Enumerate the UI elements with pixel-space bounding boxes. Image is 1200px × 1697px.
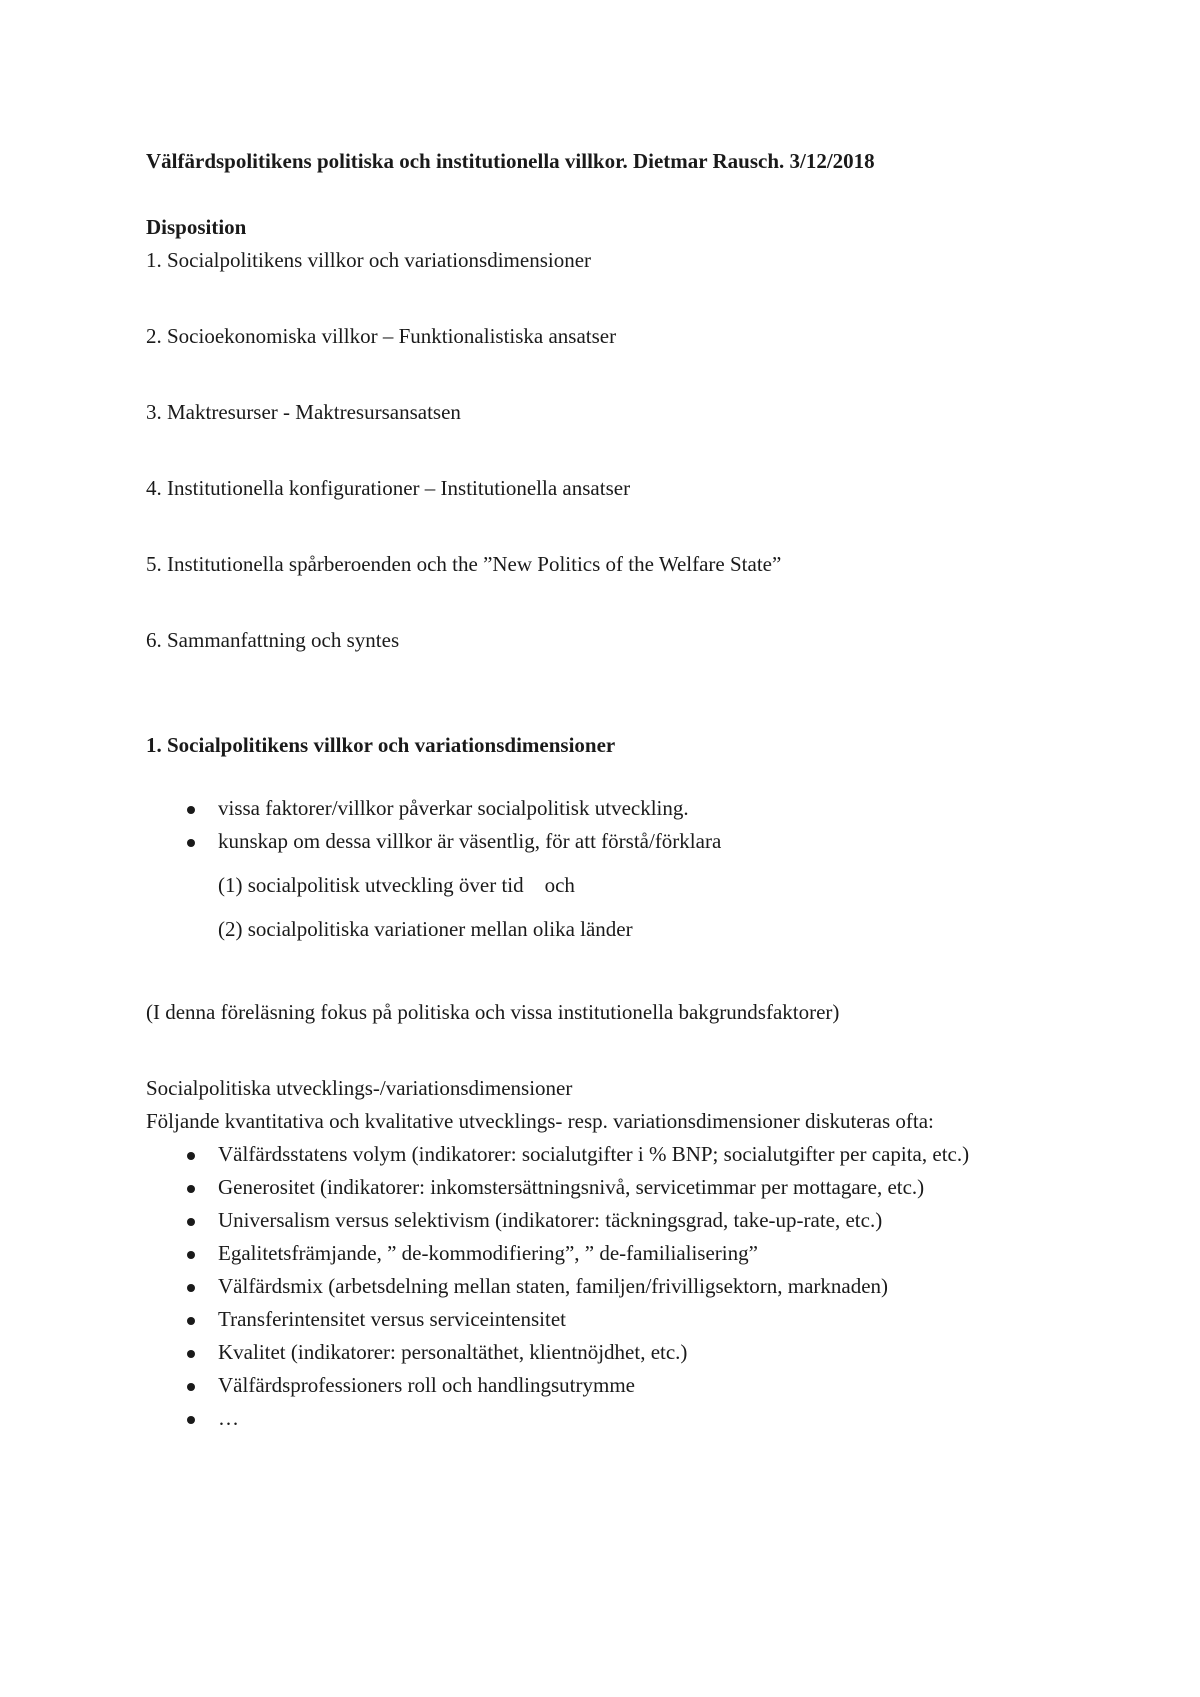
- disposition-item: 3. Maktresurser - Maktresursansatsen: [146, 400, 461, 424]
- list-item-text: Kvalitet (indikatorer: personaltäthet, klientnöjdhet, etc.): [218, 1340, 688, 1364]
- list-item-text: Egalitetsfrämjande, ” de-kommodifiering”, ” de-familialisering”: [218, 1241, 758, 1265]
- bullet-icon: [187, 1218, 195, 1226]
- disposition-item: 1. Socialpolitikens villkor och variationsdimensioner: [146, 248, 592, 272]
- document-title: Välfärdspolitikens politiska och institutionella villkor. Dietmar Rausch. 3/12/2018: [146, 149, 875, 173]
- document-page: [146, 145, 1086, 1435]
- bullet-icon: [187, 839, 195, 847]
- disposition-item: 5. Institutionella spårberoenden och the ”New Politics of the Welfare State”: [146, 552, 782, 576]
- bullet-icon: [187, 1152, 195, 1160]
- list-item: [146, 825, 1086, 858]
- bullet-icon: [187, 1251, 195, 1259]
- list-item-text: vissa faktorer/villkor påverkar socialpolitisk utveckling.: [218, 796, 689, 820]
- dimensions-heading: Socialpolitiska utvecklings-/variationsdimensioner: [146, 1076, 573, 1100]
- list-item-text: Välfärdsstatens volym (indikatorer: socialutgifter i % BNP; socialutgifter per capita, etc.): [218, 1142, 970, 1166]
- section-bullet-list: [146, 792, 1086, 858]
- list-item-text: Transferintensitet versus serviceintensitet: [218, 1307, 566, 1331]
- sub-item: [146, 869, 1086, 902]
- list-item: [146, 792, 1086, 825]
- list-item: [146, 1171, 1086, 1204]
- sub-item-text: (2) socialpolitiska variationer mellan olika länder: [218, 917, 633, 941]
- list-item: [146, 1303, 1086, 1336]
- list-item-text: …: [218, 1406, 239, 1430]
- list-item-text: Universalism versus selektivism (indikatorer: täckningsgrad, take-up-rate, etc.): [218, 1208, 883, 1232]
- disposition-item: 6. Sammanfattning och syntes: [146, 628, 400, 652]
- disposition-item: 4. Institutionella konfigurationer – Institutionella ansatser: [146, 476, 631, 500]
- list-item: [146, 1138, 1086, 1171]
- dimensions-list: [146, 1138, 1086, 1435]
- disposition-heading: Disposition: [146, 215, 247, 239]
- list-item: [146, 1369, 1086, 1402]
- section-heading: 1. Socialpolitikens villkor och variationsdimensioner: [146, 733, 616, 757]
- bullet-icon: [187, 1317, 195, 1325]
- bullet-icon: [187, 1416, 195, 1424]
- list-item: [146, 1402, 1086, 1435]
- bullet-icon: [187, 806, 195, 814]
- sub-item: [146, 913, 1086, 946]
- sub-item-text: (1) socialpolitisk utveckling över tid och: [218, 873, 575, 897]
- list-item: [146, 1237, 1086, 1270]
- list-item: [146, 1270, 1086, 1303]
- list-item: [146, 1336, 1086, 1369]
- bullet-icon: [187, 1350, 195, 1358]
- list-item-text: Välfärdsprofessioners roll och handlingsutrymme: [218, 1373, 635, 1397]
- bullet-icon: [187, 1383, 195, 1391]
- bullet-icon: [187, 1185, 195, 1193]
- list-item-text: Generositet (indikatorer: inkomstersättningsnivå, servicetimmar per mottagare, etc.): [218, 1175, 925, 1199]
- lecture-note: (I denna föreläsning fokus på politiska och vissa institutionella bakgrundsfaktorer): [146, 1000, 840, 1024]
- disposition-list: [146, 244, 1086, 657]
- bullet-icon: [187, 1284, 195, 1292]
- list-item-text: Välfärdsmix (arbetsdelning mellan staten, familjen/frivilligsektorn, marknaden): [218, 1274, 889, 1298]
- dimensions-intro: Följande kvantitativa och kvalitative utvecklings- resp. variationsdimensioner diskuteras ofta:: [146, 1109, 934, 1133]
- list-item: [146, 1204, 1086, 1237]
- disposition-item: 2. Socioekonomiska villkor – Funktionalistiska ansatser: [146, 324, 617, 348]
- list-item-text: kunskap om dessa villkor är väsentlig, för att förstå/förklara: [218, 829, 722, 853]
